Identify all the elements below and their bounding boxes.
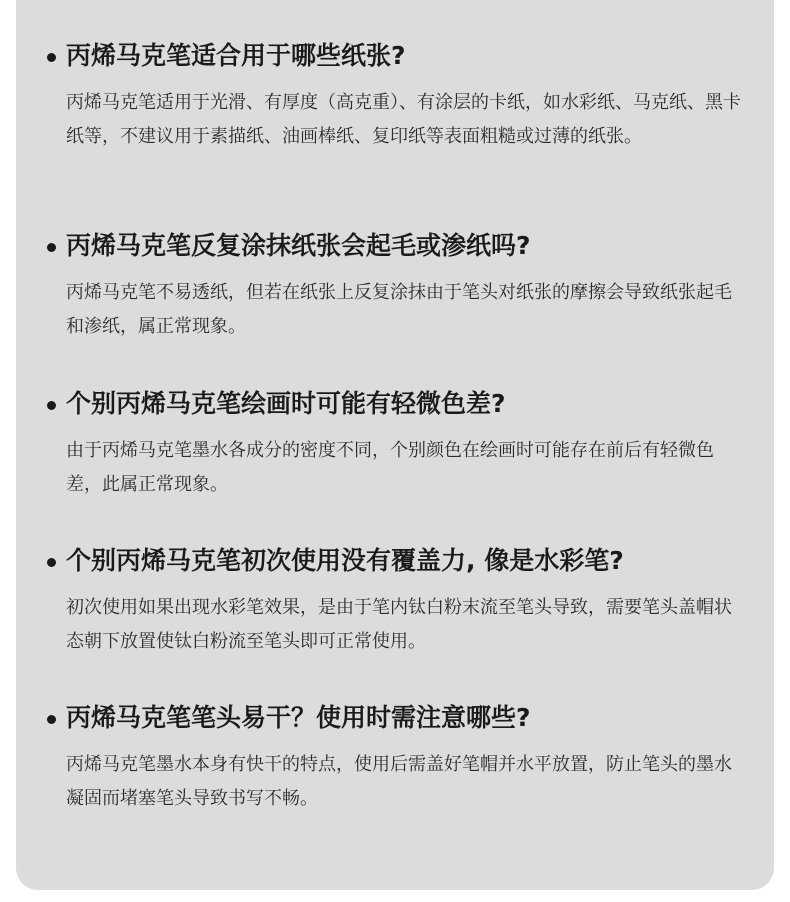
faq-question	[16, 388, 774, 420]
faq-question-text: 丙烯马克笔适合用于哪些纸张?	[66, 41, 406, 70]
faq-card	[16, 0, 774, 890]
faq-answer: 由于丙烯马克笔墨水各成分的密度不同，个别颜色在绘画时可能存在前后有轻微色差，此属正常现象。	[66, 440, 714, 495]
bullet-dot-icon	[47, 715, 56, 724]
faq-question	[16, 230, 774, 262]
faq-question-text: 个别丙烯马克笔绘画时可能有轻微色差?	[66, 389, 506, 418]
bullet-dot-icon	[47, 401, 56, 410]
faq-question-text: 丙烯马克笔笔头易干？使用时需注意哪些?	[66, 703, 531, 732]
faq-question	[16, 702, 774, 734]
bullet-dot-icon	[47, 558, 56, 567]
faq-question	[16, 40, 774, 72]
faq-item	[16, 388, 774, 502]
faq-item	[16, 702, 774, 816]
faq-answer: 初次使用如果出现水彩笔效果，是由于笔内钛白粉末流至笔头导致，需要笔头盖帽状态朝下放置使钛白粉流至笔头即可正常使用。	[66, 597, 732, 652]
faq-question	[16, 545, 774, 577]
faq-question-text: 个别丙烯马克笔初次使用没有覆盖力, 像是水彩笔?	[66, 546, 624, 575]
faq-item	[16, 230, 774, 344]
faq-question-text: 丙烯马克笔反复涂抹纸张会起毛或渗纸吗?	[66, 231, 531, 260]
faq-answer: 丙烯马克笔不易透纸，但若在纸张上反复涂抹由于笔头对纸张的摩擦会导致纸张起毛和渗纸，属正常现象。	[66, 282, 732, 337]
bullet-dot-icon	[47, 243, 56, 252]
faq-item	[16, 545, 774, 659]
faq-answer: 丙烯马克笔墨水本身有快干的特点，使用后需盖好笔帽并水平放置，防止笔头的墨水凝固而堵塞笔头导致书写不畅。	[66, 754, 732, 809]
bullet-dot-icon	[47, 53, 56, 62]
faq-item	[16, 40, 774, 154]
faq-answer: 丙烯马克笔适用于光滑、有厚度（高克重）、有涂层的卡纸，如水彩纸、马克纸、黑卡纸等，不建议用于素描纸、油画棒纸、复印纸等表面粗糙或过薄的纸张。	[66, 92, 741, 147]
